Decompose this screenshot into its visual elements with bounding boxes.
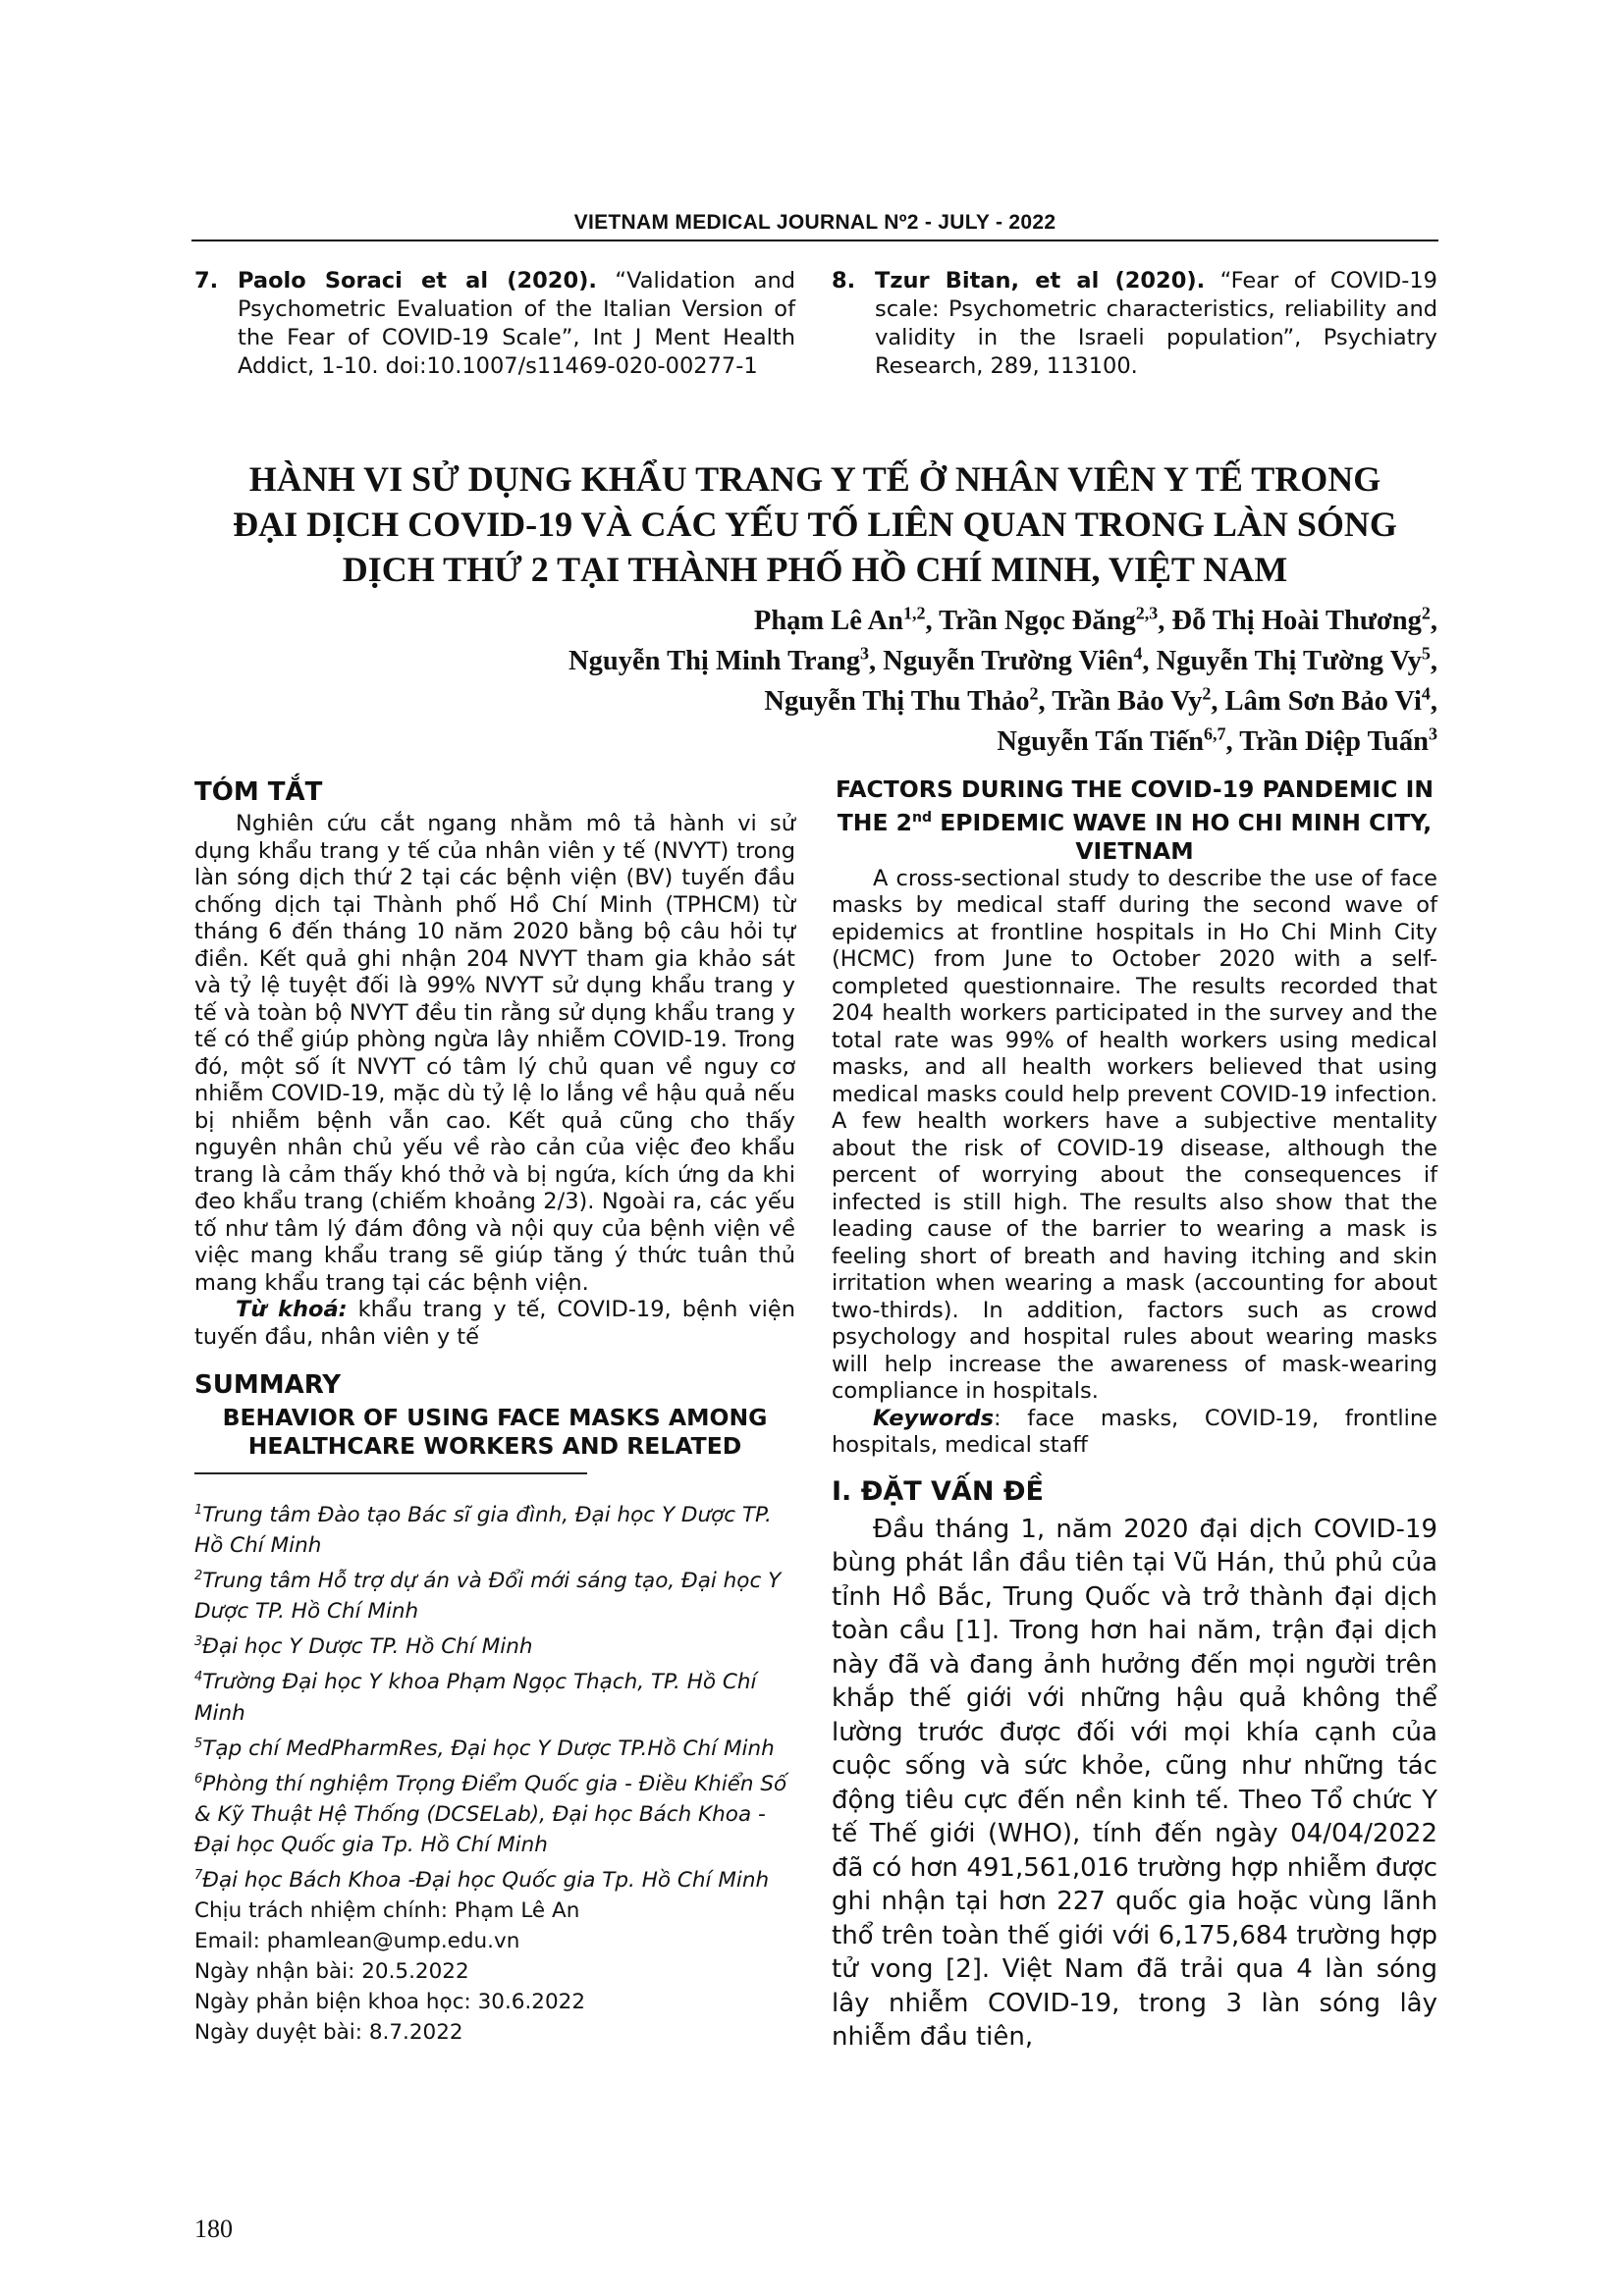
abstract-body-vi: Nghiên cứu cắt ngang nhằm mô tả hành vi sử dụng khẩu trang y tế của nhân viên y tế (NVYT) trong làn sóng dịch thứ 2 tại các bệnh viện (BV) tuyến đầu chống dịch tại Thành phố Hồ Chí Minh (TPHCM) từ tháng 6 đến tháng 10 năm 2020 bằng bộ câu hỏi tự điền. Kết quả ghi nhận 204 NVYT tham gia khảo sát và tỷ lệ tuyệt đối là 99% NVYT sử dụng khẩu trang y tế và toàn bộ NVYT đều tin rằng sử dụng khẩu trang y tế có thể giúp phòng ngừa lây nhiễm COVID-19. Trong đó, một số ít NVYT có tâm lý chủ quan về nguy cơ nhiễm COVID-19, mặc dù tỷ lệ lo lắng về hậu quả nếu bị nhiễm bệnh vẫn cao. Kết quả cũng cho thấy nguyên nhân chủ yếu về rào cản của việc đeo khẩu trang là cảm thấy khó thở và bị ngứa, kích ứng da khi đeo khẩu trang (chiếm khoảng 2/3). Ngoài ra, các yếu tố như tâm lý đám đông và nội quy của bệnh viện về việc mang khẩu trang sẽ giúp tăng ý thức tuân thủ mang khẩu trang tại các bệnh viện. [194,811,795,1296]
abstract-heading-vi: TÓM TẮT [194,777,323,807]
footnote-sup: 4 [194,1670,203,1685]
summary-title-text: FACTORS DURING THE COVID-19 PANDEMIC IN THE 2 [835,775,1435,836]
reference-text: “Fear of COVID-19 scale: Psychometric characteristics, reliability and validity in the Israeli population”, Psychiatry Research, 289, 113100. [875,268,1438,379]
affiliation-sup: 4 [1133,643,1143,664]
keywords-text: khẩu trang y tế, COVID-19, bệnh viện tuyến đầu, nhân viên y tế [194,1297,795,1350]
affiliation-sup: 2 [1202,683,1212,704]
abstract-right-column [832,775,1437,2055]
accepted-date: Ngày duyệt bài: 8.7.2022 [194,2020,463,2046]
author-separator: , [1430,686,1437,717]
corresponding-author: Chịu trách nhiệm chính: Phạm Lê An [194,1898,580,1924]
summary-title-en-part1: BEHAVIOR OF USING FACE MASKS AMONG HEALTHCARE WORKERS AND RELATED [222,1404,768,1460]
section-body: Đầu tháng 1, năm 2020 đại dịch COVID-19 bùng phát lần đầu tiên tại Vũ Hán, thủ phủ của tỉnh Hồ Bắc, Trung Quốc và trở thành đại dịch toàn cầu [1]. Trong hơn hai năm, trận đại dịch này đã và đang ảnh hưởng đến mọi người trên khắp thế giới với những hậu quả không thể lường trước được đối với mọi khía cạnh của cuộc sống và sức khỏe, cũng như những tác động tiêu cực đến nền kinh tế. Theo Tổ chức Y tế Thế giới (WHO), tính đến ngày 04/04/2022 đã có hơn 491,561,016 trường hợp nhiễm được ghi nhận tại hơn 227 quốc gia hoặc vùng lãnh thổ trên toàn thế giới với 6,175,684 trường hợp tử vong [2]. Việt Nam đã trải qua 4 làn sóng lây nhiễm COVID-19, trong 3 làn sóng lây nhiễm đầu tiên, [832,1514,1437,2053]
affiliation-sup: 6,7 [1204,723,1226,744]
footnote-text: Trường Đại học Y khoa Phạm Ngọc Thạch, TP. Hồ Chí Minh [194,1670,757,1726]
reference-right-column [832,267,1437,381]
footnote-affiliation [194,1860,795,1896]
author-name: Nguyễn Thị Minh Trang [568,646,860,676]
reference-left-column [194,267,795,381]
footnote-sup: 2 [194,1569,203,1584]
affiliation-sup: 1,2 [902,603,926,623]
author-separator: , [1430,606,1437,636]
title-line: DỊCH THỨ 2 TẠI THÀNH PHỐ HỒ CHÍ MINH, VIỆT NAM [342,550,1288,589]
affiliation-sup: 3 [860,643,869,664]
title-line: ĐẠI DỊCH COVID-19 VÀ CÁC YẾU TỐ LIÊN QUAN TRONG LÀN SÓNG [233,505,1397,544]
footnote-affiliation [194,1495,795,1561]
author-name: Nguyễn Tấn Tiến [997,726,1205,757]
header-divider [191,240,1438,241]
summary-body-en: A cross-sectional study to describe the use of face masks by medical staff during the second wave of epidemics at frontline hospitals in Ho Chi Minh City (HCMC) from June to October 2020 with a self-completed questionnaire. The results recorded that 204 health workers participated in the survey and the total rate was 99% of health workers using medical masks, and all health workers believed that using medical masks could help prevent COVID-19 infection. A few health workers have a subjective mentality about the risk of COVID-19 disease, although the percent of worrying about the consequences if infected is still high. The results also show that the leading cause of the barrier to wearing a mask is feeling short of breath and having itching and skin irritation when wearing a mask (accounting for about two-thirds). In addition, factors such as crowd psychology and hospital rules about wearing masks will help increase the awareness of mask-wearing compliance in hospitals. [832,865,1437,1405]
footnote-text: Tạp chí MedPharmRes, Đại học Y Dược TP.Hồ Chí Minh [202,1735,775,1761]
footnote-sup: 3 [194,1634,203,1650]
footnote-affiliation [194,1561,795,1627]
reference-authors: Paolo Soraci et al (2020). [238,268,597,294]
footnote-sup: 7 [194,1867,203,1883]
affiliation-sup: 5 [1421,643,1431,664]
reference-number: 8. [832,268,856,294]
keywords-label: Keywords [873,1405,994,1431]
affiliation-sup: 3 [1429,723,1437,744]
author-line [259,641,1437,681]
footnote-sup: 1 [194,1503,203,1518]
page-number: 180 [194,2215,233,2243]
keywords-en [832,1406,1437,1460]
affiliation-sup: 4 [1421,683,1431,704]
footnote-sup: 6 [194,1771,203,1787]
running-header: VIETNAM MEDICAL JOURNAL Nº2 - JULY - 2022 [573,211,1056,234]
affiliation-sup: 2,3 [1135,603,1159,623]
reference-item [832,267,1437,381]
reference-item [194,267,795,381]
footnote-affiliation [194,1662,795,1728]
author-name: , Trần Diệp Tuấn [1225,726,1429,757]
author-name: , Lâm Sơn Bảo Vi [1211,686,1422,717]
author-name: Phạm Lê An [753,606,903,636]
reviewed-date: Ngày phản biện khoa học: 30.6.2022 [194,1990,586,2015]
author-list [259,601,1437,762]
author-line [259,681,1437,721]
reference-text: “Validation and Psychometric Evaluation of the Italian Version of the Fear of COVID-19 Scale”, Int J Ment Health Addict, 1-10. doi:10.1007/s11469-020-00277-1 [238,268,795,379]
section-heading: I. ĐẶT VẤN ĐỀ [832,1475,1044,1507]
keywords-label: Từ khoá: [236,1297,348,1322]
summary-title-en-part2 [832,775,1437,866]
author-name: Nguyễn Thị Thu Thảo [764,686,1030,717]
footnote-text: Trung tâm Hỗ trợ dự án và Đổi mới sáng tạo, Đại học Y Dược TP. Hồ Chí Minh [194,1569,782,1625]
received-date: Ngày nhận bài: 20.5.2022 [194,1959,469,1985]
author-name: , Nguyễn Trường Viên [869,646,1134,676]
footnote-text: Trung tâm Đào tạo Bác sĩ gia đình, Đại học Y Dược TP. Hồ Chí Minh [194,1503,772,1559]
keywords-text: : face masks, COVID-19, frontline hospitals, medical staff [832,1405,1437,1459]
footnote-affiliation [194,1729,795,1764]
contact-email: Email: phamlean@ump.edu.vn [194,1929,520,1954]
reference-number: 7. [194,268,219,294]
summary-title-text: EPIDEMIC WAVE IN HO CHI MINH CITY, VIETNAM [932,808,1433,865]
summary-heading-en: SUMMARY [194,1370,342,1400]
title-line: HÀNH VI SỬ DỤNG KHẨU TRANG Y TẾ Ở NHÂN VIÊN Y TẾ TRONG [248,459,1381,499]
footnote-affiliation [194,1764,795,1860]
summary-title-sup: nd [912,810,933,826]
author-name: , Đỗ Thị Hoài Thương [1158,606,1422,636]
footnote-affiliation [194,1627,795,1662]
footnotes [194,1495,795,2048]
footnote-divider [194,1472,587,1474]
author-separator: , [1430,646,1437,676]
author-name: , Trần Ngọc Đăng [925,606,1136,636]
footnote-text: Đại học Y Dược TP. Hồ Chí Minh [202,1634,533,1660]
keywords-vi [194,1297,795,1351]
reference-authors: Tzur Bitan, et al (2020). [875,268,1206,294]
author-line [259,721,1437,762]
footnote-text: Đại học Bách Khoa -Đại học Quốc gia Tp. Hồ Chí Minh [202,1868,770,1894]
abstract-left-column [194,775,795,1461]
article-title [191,456,1438,592]
author-name: , Nguyễn Thị Tường Vy [1142,646,1422,676]
author-line [259,601,1437,641]
author-name: , Trần Bảo Vy [1038,686,1203,717]
affiliation-sup: 2 [1029,683,1039,704]
affiliation-sup: 2 [1421,603,1431,623]
footnote-text: Phòng thí nghiệm Trọng Điểm Quốc gia - Điều Khiển Số & Kỹ Thuật Hệ Thống (DCSELab), Đại học Bách Khoa - Đại học Quốc gia Tp. Hồ Chí Minh [194,1771,787,1857]
footnote-sup: 5 [194,1735,203,1751]
